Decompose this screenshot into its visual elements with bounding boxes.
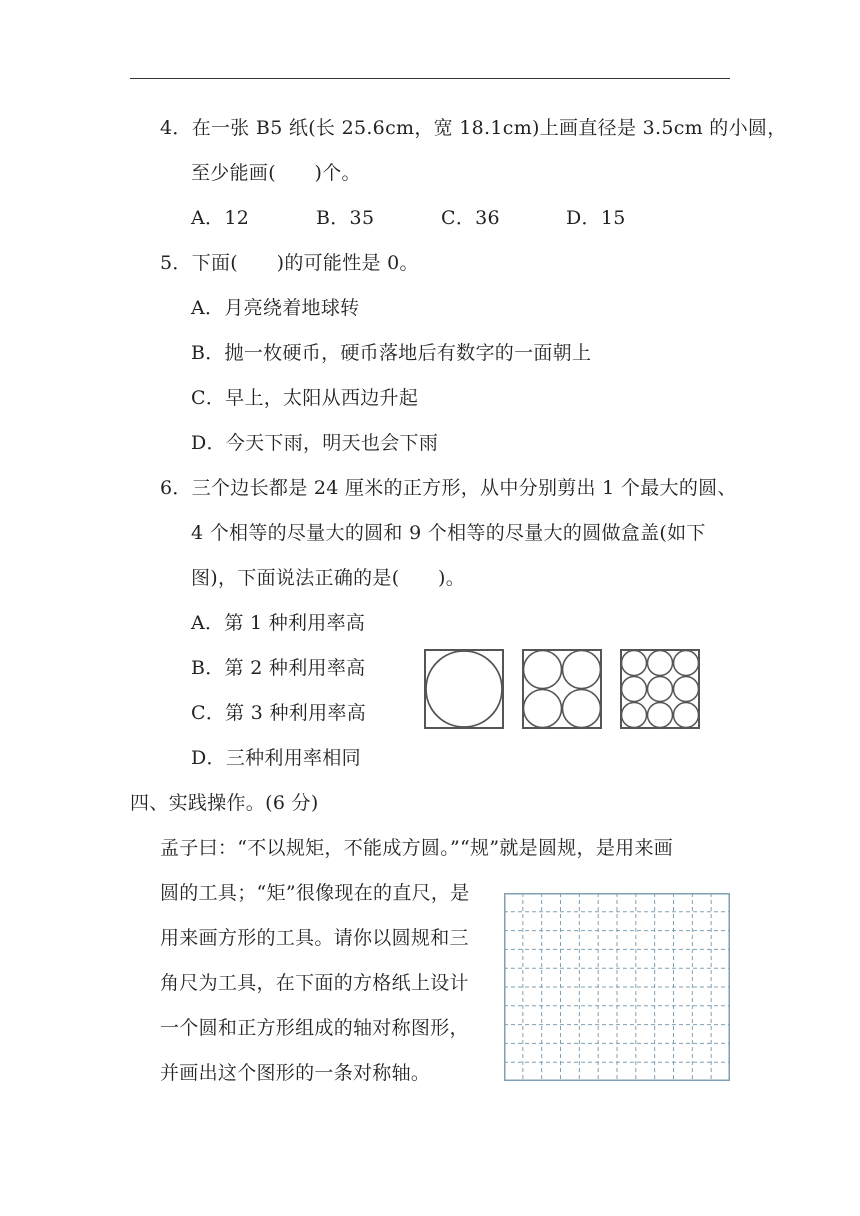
q6-option-a[interactable]: A．第 1 种利用率高 [191,612,366,634]
q5-stem: 5．下面( )的可能性是 0。 [160,252,419,274]
q4-option-b[interactable]: B．35 [316,207,375,229]
q6-option-b[interactable]: B．第 2 种利用率高 [191,657,366,679]
q4-option-a[interactable]: A．12 [191,207,250,229]
q6-line3: 图)，下面说法正确的是( )。 [191,567,466,589]
q5-option-c[interactable]: C．早上，太阳从西边升起 [191,387,419,409]
q4-option-d[interactable]: D．15 [566,207,626,229]
figure-four-circles [522,649,602,729]
q5-option-b[interactable]: B．抛一枚硬币，硬币落地后有数字的一面朝上 [191,342,592,364]
q6-option-d[interactable]: D．三种利用率相同 [191,747,361,769]
q6-option-c[interactable]: C．第 3 种利用率高 [191,702,367,724]
q4-option-c[interactable]: C．36 [441,207,500,229]
q5-option-d[interactable]: D．今天下雨，明天也会下雨 [191,432,439,454]
section4-line5: 一个圆和正方形组成的轴对称图形， [160,1017,469,1039]
q4-line1: 4．在一张 B5 纸(长 25.6cm，宽 18.1cm)上画直径是 3.5cm 的小圆， [160,117,787,139]
q6-line1: 6．三个边长都是 24 厘米的正方形，从中分别剪出 1 个最大的圆、 [160,477,737,499]
section4-line1: 孟子曰：“不以规矩，不能成方圆。”“规”就是圆规，是用来画 [160,837,674,859]
q4-line2: 至少能画( )个。 [191,162,361,184]
section4-line4: 角尺为工具，在下面的方格纸上设计 [160,972,469,994]
section4-heading: 四、实践操作。(6 分) [130,792,319,814]
q6-line2: 4 个相等的尽量大的圆和 9 个相等的尽量大的圆做盒盖(如下 [191,522,706,544]
figure-nine-circles [620,649,700,729]
section4-line3: 用来画方形的工具。请你以圆规和三 [160,927,469,949]
header-rule [130,78,730,79]
q5-option-a[interactable]: A．月亮绕着地球转 [191,297,360,319]
grid-paper[interactable] [504,893,730,1081]
section4-line6: 并画出这个图形的一条对称轴。 [160,1062,431,1084]
figure-one-circle [424,649,504,729]
section4-line2: 圆的工具；“矩”很像现在的直尺，是 [160,882,470,904]
